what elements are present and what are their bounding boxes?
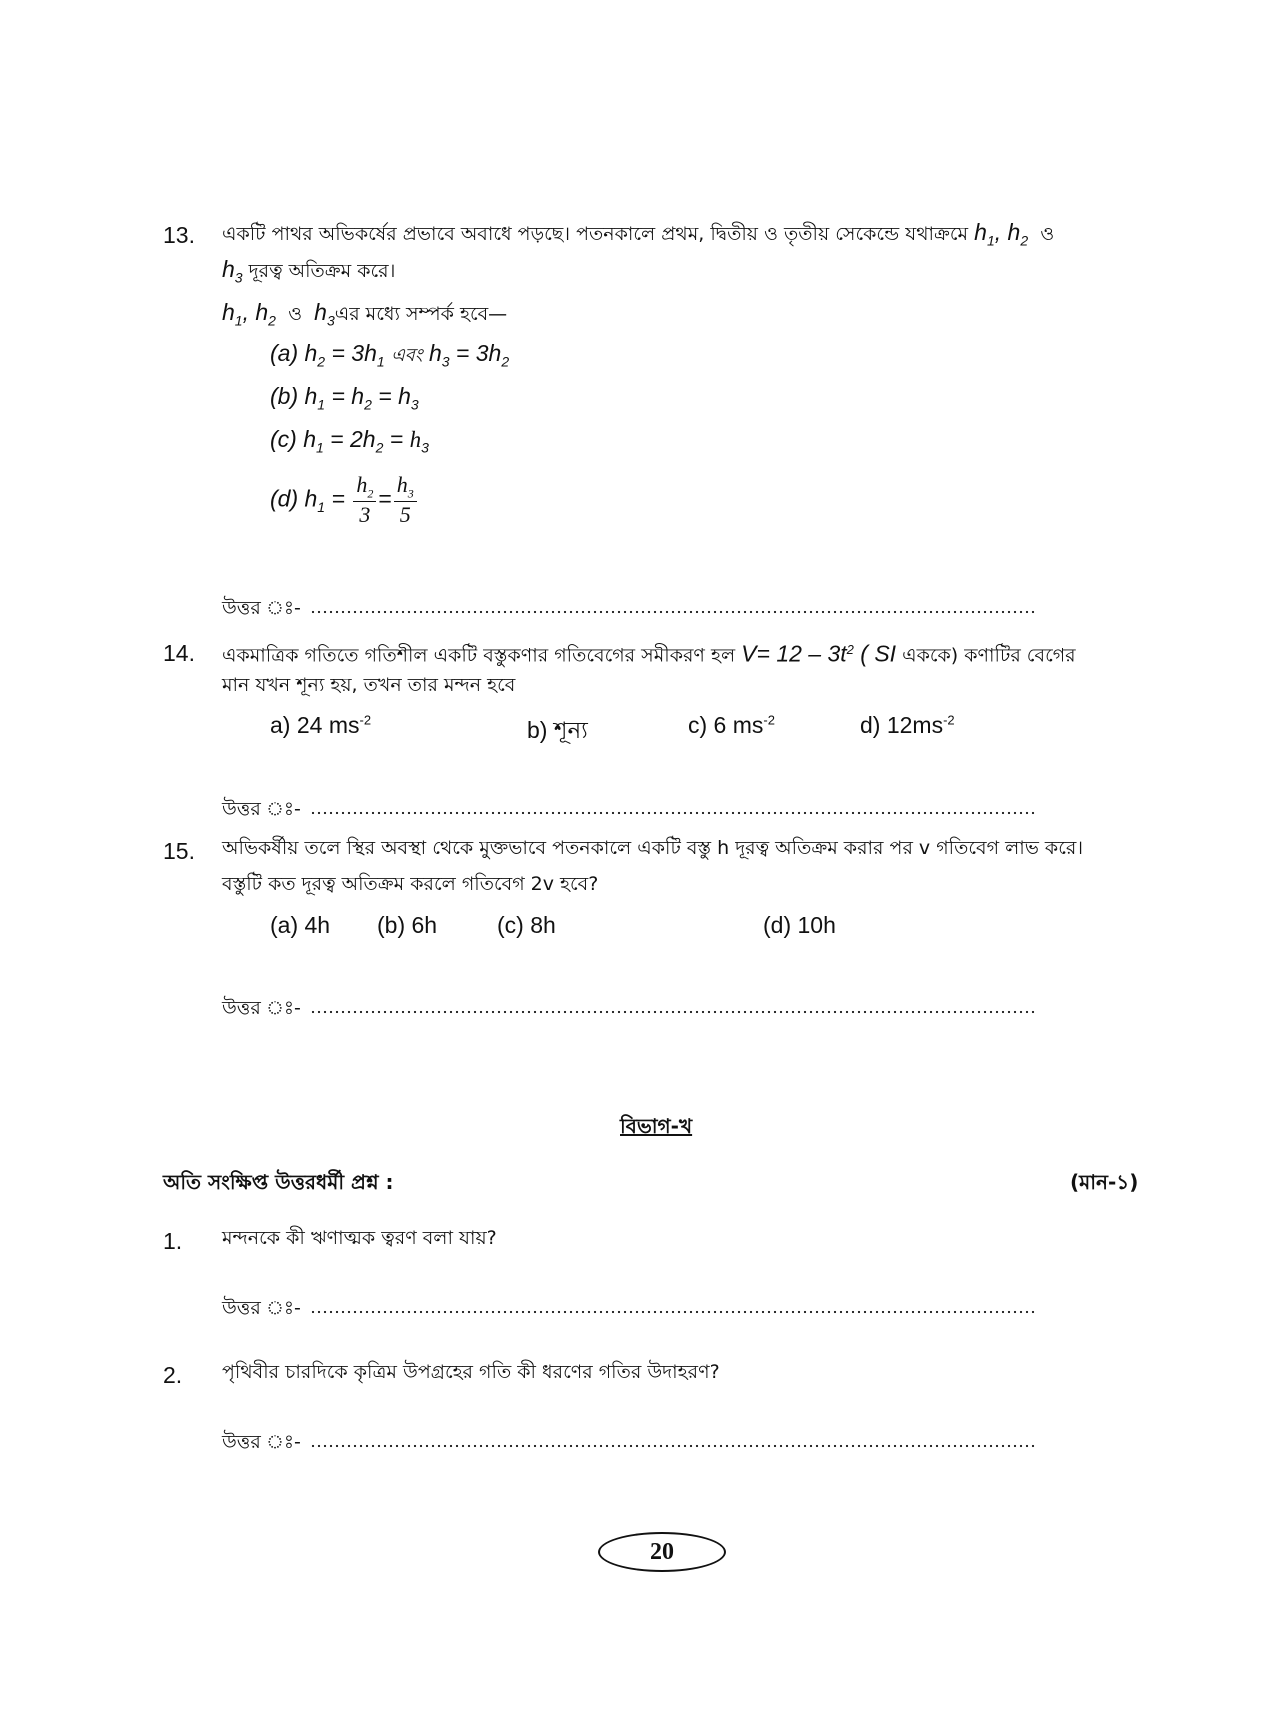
option-d: (d) 10h <box>763 912 836 938</box>
option-c: (c) $h_1 = 2h_2 = h_3$ <box>270 426 429 456</box>
question-number: 1. <box>163 1228 183 1254</box>
question-text: মন্দনকে কী ঋণাত্মক ত্বরণ বলা যায়? <box>222 1227 497 1249</box>
question-text: অভিকর্ষীয় তলে স্থির অবস্থা থেকে মুক্তভাবে পতনকালে একটি বস্তু h দূরত্ব অতিক্রম করার পর v গতিবেগ লাভ করে। <box>222 837 1084 859</box>
option-c: c) 6 $ms^{-2}$ <box>688 712 775 738</box>
option-a: a) 24 $ms^{-2}$ <box>270 712 372 738</box>
option-c: (c) 8h <box>497 912 556 938</box>
page-number: 20 <box>598 1532 726 1572</box>
question-number: 2. <box>163 1362 183 1388</box>
fraction-h2-over-3: $\frac{h_2}{3}$ <box>353 472 376 528</box>
section-title: বিভাগ-খ <box>620 1114 693 1138</box>
answer-label: উত্তর ঃ- <box>222 798 301 820</box>
question-number: 15. <box>163 838 195 864</box>
answer-label: উত্তর ঃ- <box>222 597 301 619</box>
question-number: 14. <box>163 640 195 666</box>
question-text-line2: $h_3$ দূরত্ব অতিক্রম করে। <box>222 256 396 286</box>
section-subtitle: অতি সংক্ষিপ্ত উত্তরধর্মী প্রশ্ন : <box>163 1170 394 1194</box>
section-marks: (মান-১) <box>1070 1170 1139 1194</box>
option-d: d) $12ms^{-2}$ <box>860 712 955 738</box>
answer-label: উত্তর ঃ- <box>222 997 301 1019</box>
answer-line[interactable] <box>310 1010 1037 1014</box>
answer-line[interactable] <box>310 1310 1037 1314</box>
option-b: b) শূন্য <box>527 717 588 743</box>
option-b: (b) $h_1 = h_2 = h_3$ <box>270 383 419 413</box>
question-text-line2: মান যখন শূন্য হয়, তখন তার মন্দন হবে <box>222 674 516 696</box>
fraction-h3-over-5: $\frac{h_3}{5}$ <box>394 472 417 528</box>
option-d: (d) $h_1$ = $\frac{h_2}{3}$ = $\frac{h_3}{5}$ <box>270 472 419 528</box>
relation-prompt: $h_1$, $h_2$ ও $h_3এর$ মধ্যে সম্পর্ক হবে— <box>222 299 508 329</box>
answer-label: উত্তর ঃ- <box>222 1431 301 1453</box>
answer-line[interactable] <box>310 610 1037 614</box>
option-a: (a) 4h <box>270 912 331 938</box>
question-text-line2: বস্তুটি কত দূরত্ব অতিক্রম করলে গতিবেগ 2v হবে? <box>222 873 599 895</box>
answer-label: উত্তর ঃ- <box>222 1297 301 1319</box>
answer-line[interactable] <box>310 1444 1037 1448</box>
option-a: (a) $h_2 = 3h_1$ এবং $h_3 = 3h_2$ <box>270 340 510 370</box>
question-text: পৃথিবীর চারদিকে কৃত্রিম উপগ্রহের গতি কী ধরণের গতির উদাহরণ? <box>222 1361 720 1383</box>
answer-line[interactable] <box>310 811 1037 815</box>
question-text: একটি পাথর অভিকর্ষের প্রভাবে অবাধে পড়ছে। পতনকালে প্রথম, দ্বিতীয় ও তৃতীয় সেকেন্ডে যথাক্রমে $h_1$, $h_2$ ও <box>222 219 1055 249</box>
question-number: 13. <box>163 222 195 248</box>
option-b: (b) 6h <box>377 912 438 938</box>
question-text: একমাত্রিক গতিতে গতিশীল একটি বস্তুকণার গতিবেগের সমীকরণ হল $V= 12 - 3t^2$ ( SI এককে) কণাটির বেগের <box>222 640 1076 667</box>
